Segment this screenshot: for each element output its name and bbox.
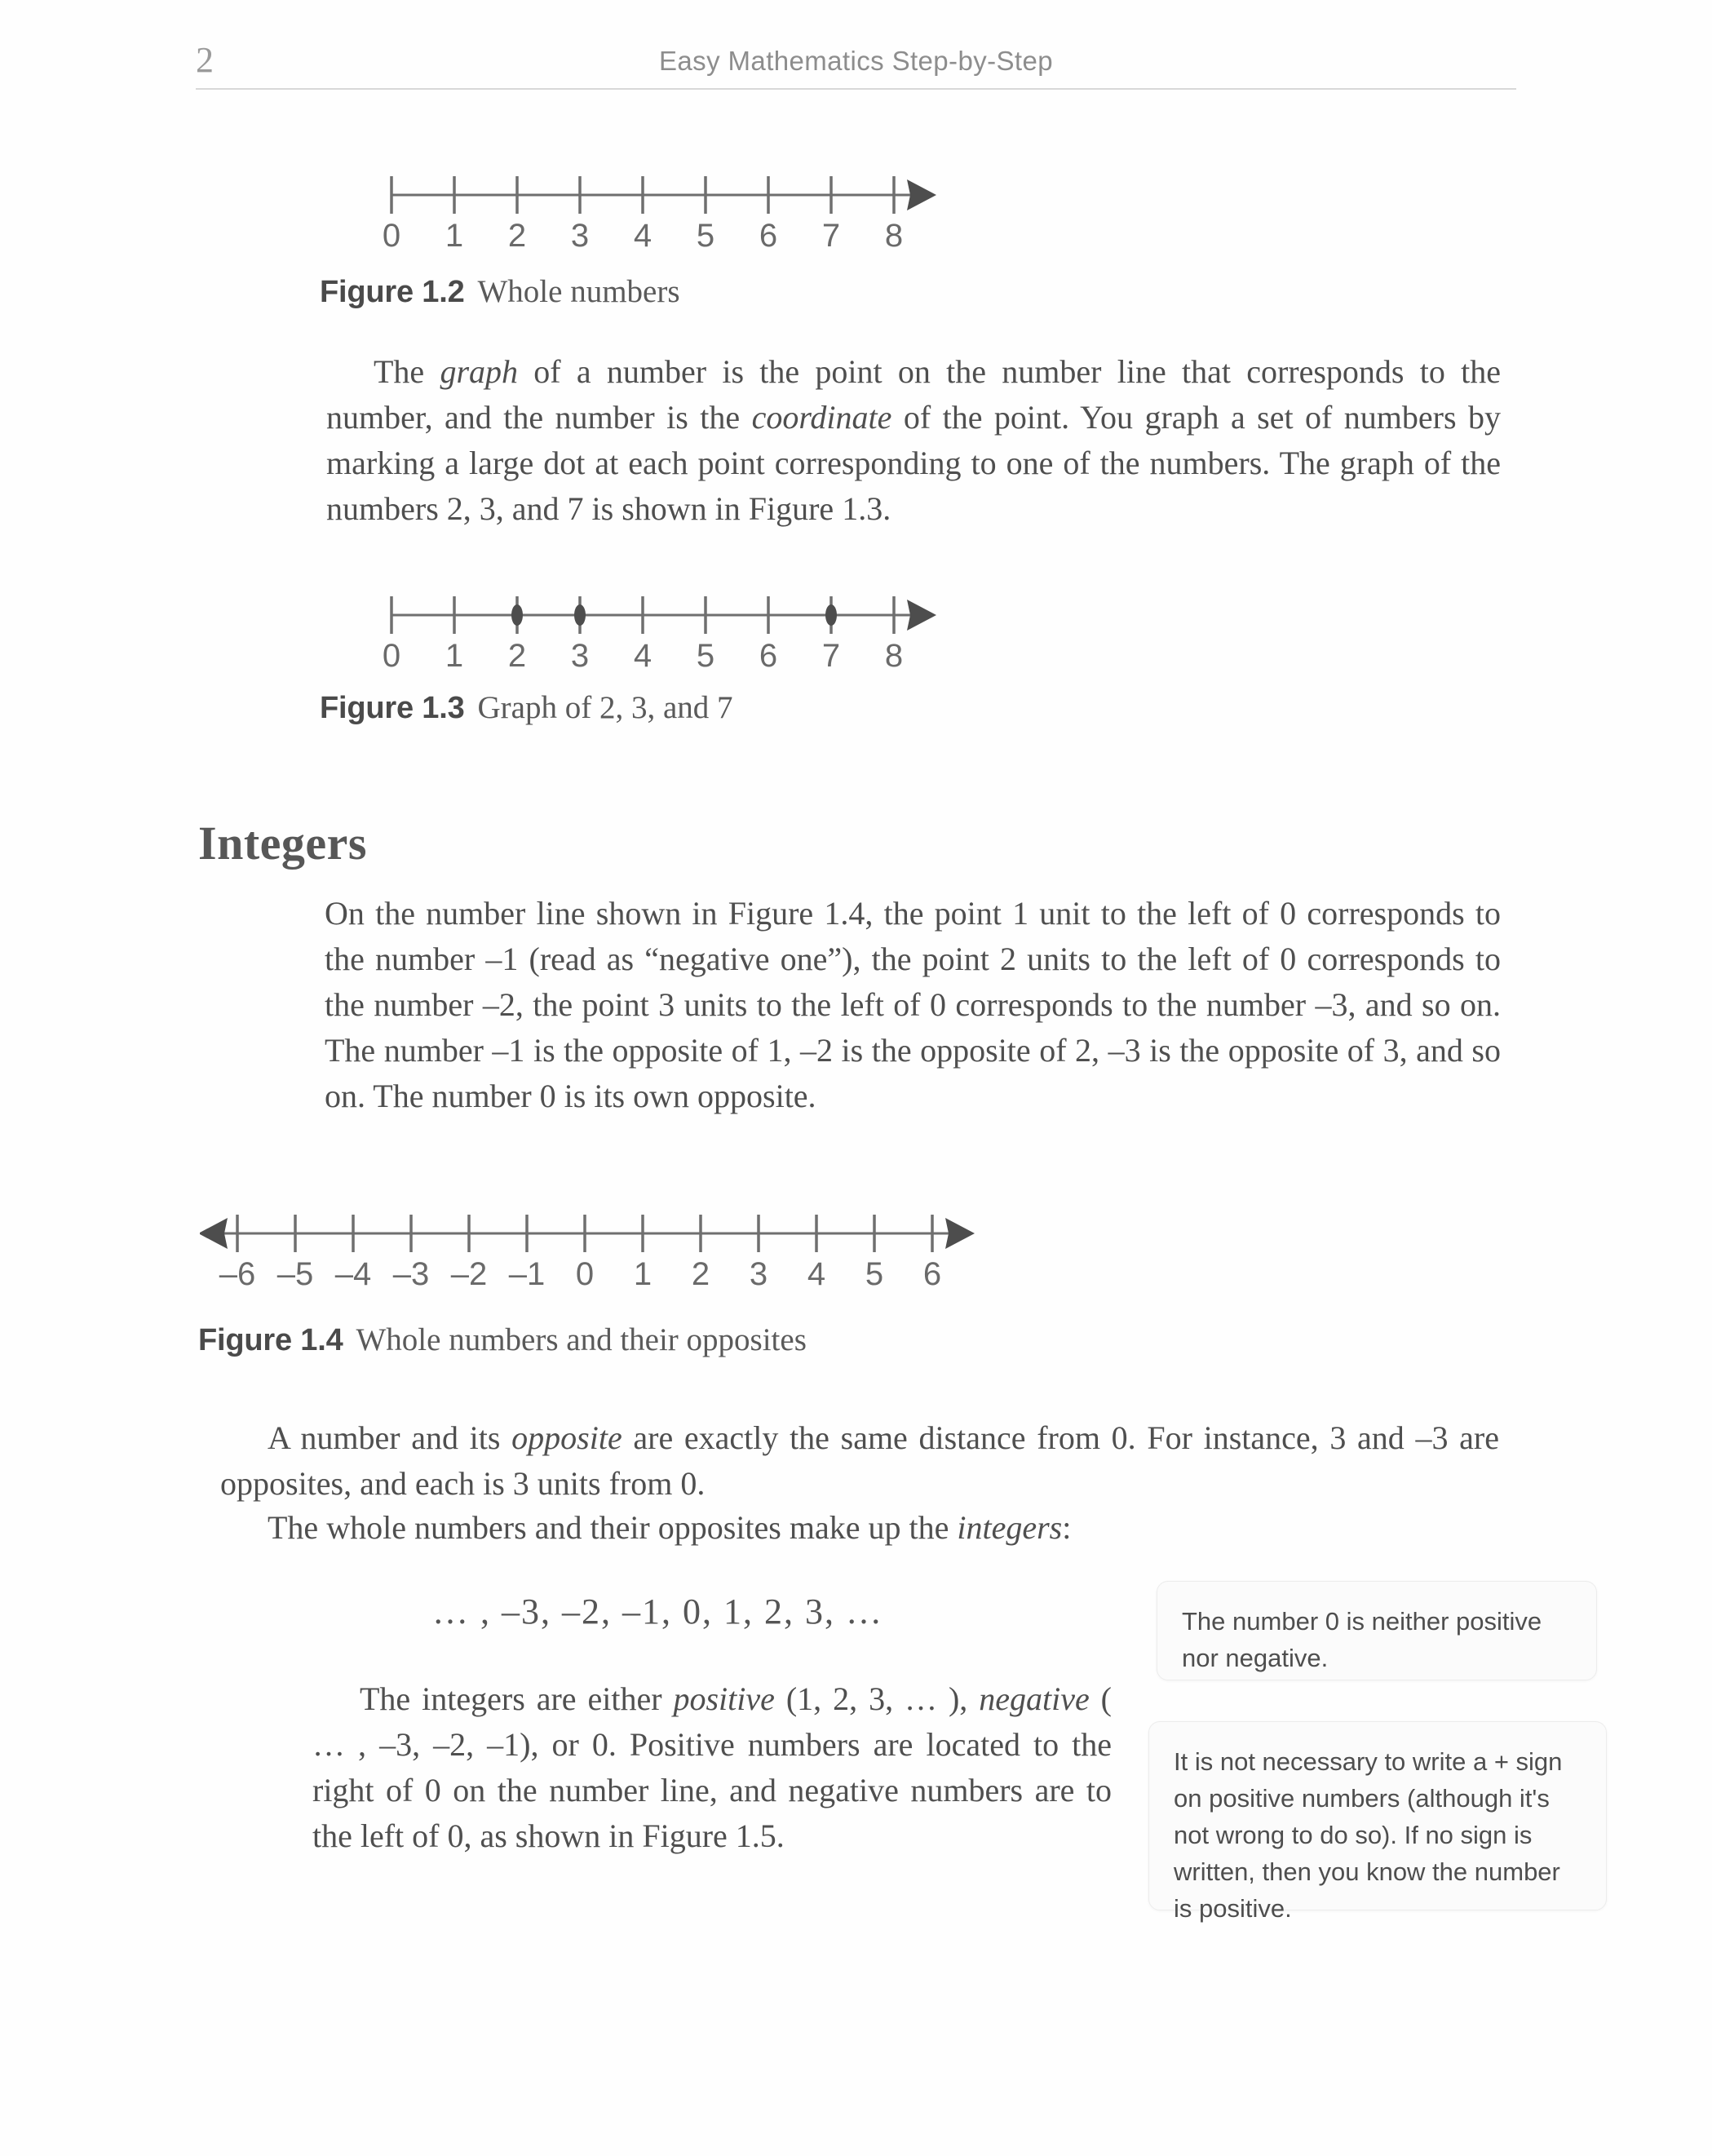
number-line-tick-label: 7 bbox=[821, 638, 841, 674]
number-line-tick-label: 0 bbox=[382, 218, 401, 254]
caption-description: Graph of 2, 3, and 7 bbox=[477, 690, 733, 725]
header-divider bbox=[196, 88, 1516, 90]
number-line-axis bbox=[383, 167, 936, 218]
graph-point-dot bbox=[825, 604, 837, 626]
number-line-tick-label: 2 bbox=[691, 1256, 710, 1292]
number-line-tick-label: 5 bbox=[696, 638, 715, 674]
paragraph-positive-negative bbox=[312, 1676, 1112, 1859]
emphasis-coordinate: coordinate bbox=[751, 399, 892, 436]
paragraph-opposite-distance bbox=[220, 1415, 1499, 1507]
text-run: of a number is the point on the number line that corresponds to the number, and the number is the bbox=[326, 353, 1502, 436]
text-run: ( … , –3, –2, –1), or 0. Positive numbers are located to the right of 0 on the number line, and negative numbers are to the left of 0, as shown in Figure 1.5. bbox=[312, 1680, 1113, 1854]
number-line-tick-label: 5 bbox=[696, 218, 715, 254]
text-run: The bbox=[374, 353, 440, 390]
number-line-figure-1-3 bbox=[382, 587, 936, 674]
caption-figure-1-3 bbox=[320, 689, 733, 726]
number-line-axis bbox=[383, 587, 936, 638]
number-line-tick-label: 8 bbox=[884, 638, 904, 674]
number-line-tick-label: –6 bbox=[219, 1256, 256, 1292]
display-integer-sequence: … , –3, –2, –1, 0, 1, 2, 3, … bbox=[432, 1592, 883, 1631]
number-line-tick-label: 3 bbox=[749, 1256, 768, 1292]
number-line-axis bbox=[200, 1206, 975, 1256]
page-number: 2 bbox=[196, 40, 215, 80]
number-line-tick-label: 0 bbox=[575, 1256, 595, 1292]
number-line-tick-label: 7 bbox=[821, 218, 841, 254]
number-line-tick-label: 0 bbox=[382, 638, 401, 674]
callout-zero-neither: The number 0 is neither positive nor negative. bbox=[1157, 1581, 1597, 1680]
number-line-tick-label: 8 bbox=[884, 218, 904, 254]
number-line-tick-label: 1 bbox=[445, 638, 464, 674]
text-run: are exactly the same distance from 0. For instance, 3 and –3 are opposites, and each is 3 units from 0. bbox=[220, 1419, 1499, 1502]
number-line-figure-1-2 bbox=[382, 167, 936, 254]
number-line-tick-label: 4 bbox=[633, 638, 653, 674]
number-line-tick-label: 4 bbox=[807, 1256, 826, 1292]
number-line-tick-label: –2 bbox=[450, 1256, 488, 1292]
text-run: (1, 2, 3, … ), bbox=[774, 1680, 980, 1717]
arrowhead-right-icon bbox=[907, 179, 936, 210]
caption-description: Whole numbers and their opposites bbox=[356, 1322, 807, 1357]
caption-figure-1-2 bbox=[320, 273, 680, 310]
emphasis-integers: integers bbox=[957, 1509, 1063, 1546]
paragraph-integers-intro: On the number line shown in Figure 1.4, the point 1 unit to the left of 0 corresponds to the number –1 (read as “negative one”), the point 2 units to the left of 0 corresponds to the number –2, the point 3 units to the left of 0 corresponds to the number –3, and so on. The number –1 is the opposite of 1, –2 is the opposite of 2, –3 is the opposite of 3, and so on. The number 0 is its own opposite. bbox=[325, 895, 1501, 1114]
arrowhead-right-icon bbox=[907, 600, 936, 631]
text-run: The integers are either bbox=[360, 1680, 674, 1717]
number-line-tick-label: 6 bbox=[922, 1256, 942, 1292]
number-line-tick-label: 4 bbox=[633, 218, 653, 254]
number-line-tick-label: 6 bbox=[759, 218, 778, 254]
number-line-tick-label: –5 bbox=[276, 1256, 314, 1292]
callout-plus-sign: It is not necessary to write a + sign on positive numbers (although it's not wrong to do so). If no sign is written, then you know the number is positive. bbox=[1148, 1721, 1607, 1910]
number-line-tick-label: 5 bbox=[865, 1256, 884, 1292]
number-line-tick-label: –4 bbox=[334, 1256, 372, 1292]
number-line-tick-label: –1 bbox=[508, 1256, 546, 1292]
caption-description: Whole numbers bbox=[477, 274, 680, 309]
caption-figure-1-4 bbox=[198, 1321, 807, 1358]
paragraph-integers-makeup bbox=[220, 1505, 1499, 1551]
number-line-tick-label: 3 bbox=[570, 638, 590, 674]
number-line-tick-label: 2 bbox=[507, 638, 527, 674]
emphasis-opposite: opposite bbox=[511, 1419, 622, 1456]
page-header bbox=[196, 33, 1516, 90]
graph-point-dot bbox=[574, 604, 586, 626]
number-line-tick-label: 2 bbox=[507, 218, 527, 254]
emphasis-negative: negative bbox=[979, 1680, 1090, 1717]
text-run: A number and its bbox=[268, 1419, 512, 1456]
number-line-tick-label: 6 bbox=[759, 638, 778, 674]
paragraph-graph-definition bbox=[326, 349, 1501, 532]
number-line-figure-1-4 bbox=[200, 1206, 975, 1292]
caption-label: Figure 1.3 bbox=[320, 691, 465, 725]
emphasis-positive: positive bbox=[673, 1680, 775, 1717]
running-title: Easy Mathematics Step-by-Step bbox=[659, 46, 1053, 76]
number-line-tick-label: 1 bbox=[445, 218, 464, 254]
text-run: of the point. You graph a set of numbers by marking a large dot at each point corresponding to one of the numbers. The graph of the numbers 2, 3, and 7 is shown in Figure 1.3. bbox=[326, 399, 1501, 527]
emphasis-graph: graph bbox=[440, 353, 519, 390]
caption-label: Figure 1.4 bbox=[198, 1323, 343, 1357]
number-line-tick-label: 1 bbox=[633, 1256, 653, 1292]
arrowhead-right-icon bbox=[945, 1218, 975, 1249]
number-line-tick-label: 3 bbox=[570, 218, 590, 254]
text-run: : bbox=[1062, 1509, 1072, 1546]
graph-point-dot bbox=[511, 604, 523, 626]
arrowhead-left-icon bbox=[200, 1218, 228, 1249]
number-line-tick-label: –3 bbox=[392, 1256, 430, 1292]
caption-label: Figure 1.2 bbox=[320, 275, 465, 309]
section-heading-integers: Integers bbox=[198, 817, 367, 870]
text-run: The whole numbers and their opposites make up the bbox=[268, 1509, 958, 1546]
